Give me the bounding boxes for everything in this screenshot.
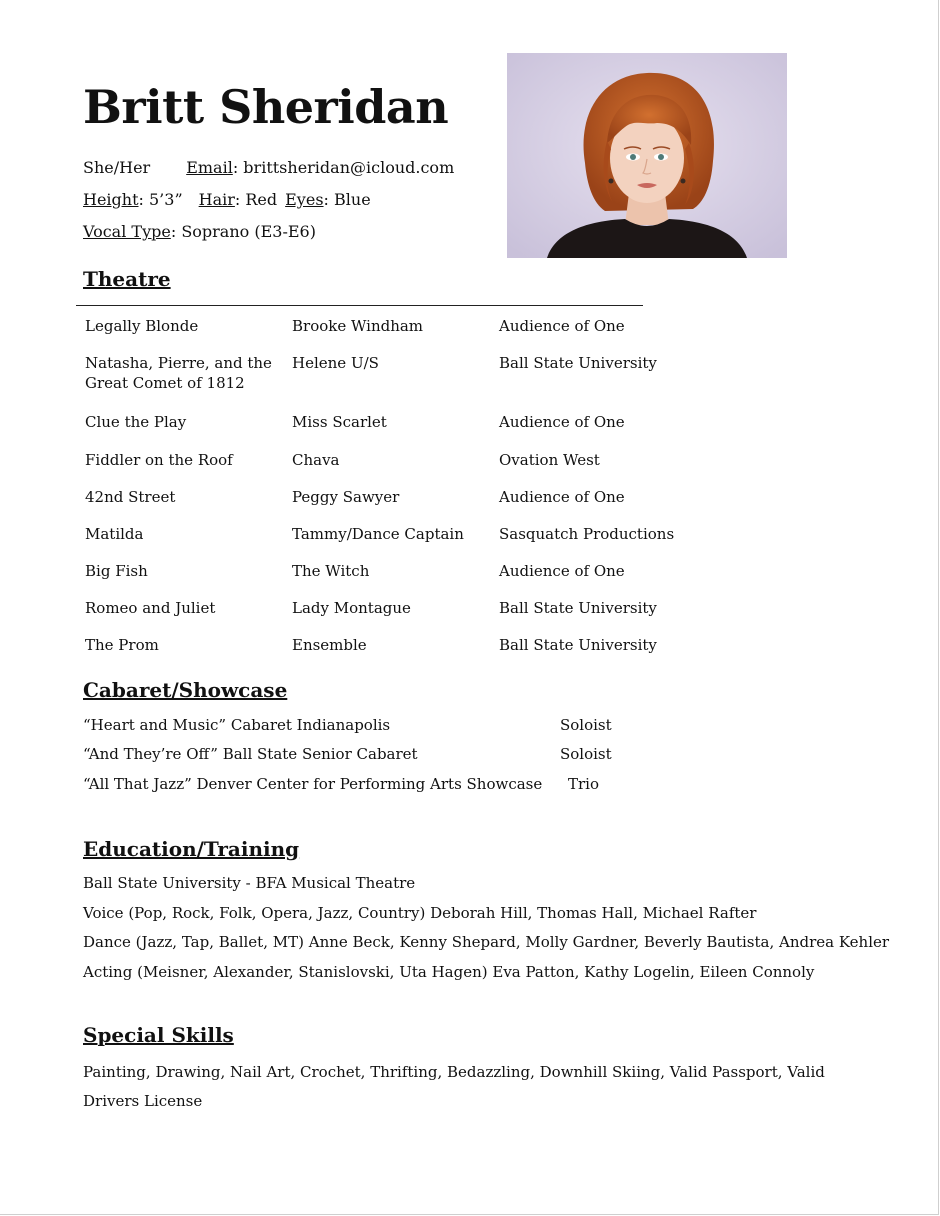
cabaret-role: Trio — [568, 775, 600, 793]
height-value: : 5’3” — [138, 190, 183, 209]
show-title: Matilda — [85, 525, 144, 543]
cabaret-role: Soloist — [560, 716, 612, 734]
role: Miss Scarlet — [292, 413, 387, 431]
pronouns: She/Her — [83, 158, 151, 177]
height-label: Height — [83, 190, 139, 209]
special-skills-text: Painting, Drawing, Nail Art, Crochet, Thrifting, Bedazzling, Downhill Skiing, Valid Passport, Valid Drivers License — [83, 1063, 825, 1110]
hair-value: : Red — [234, 190, 278, 209]
education-line: Acting (Meisner, Alexander, Stanislovski, Uta Hagen) Eva Patton, Kathy Logelin, Eileen Connoly — [83, 963, 815, 981]
company: Audience of One — [499, 488, 625, 506]
show-title: Natasha, Pierre, and the Great Comet of 1812 — [85, 354, 272, 392]
section-title-theatre: Theatre — [83, 267, 171, 291]
section-title-special-skills: Special Skills — [83, 1023, 234, 1047]
education-line: Ball State University - BFA Musical Theatre — [83, 874, 416, 892]
company: Audience of One — [499, 317, 625, 335]
role: Ensemble — [292, 636, 367, 654]
show-title: 42nd Street — [85, 488, 176, 506]
company: Audience of One — [499, 413, 625, 431]
list-item — [83, 775, 643, 793]
company: Ball State University — [499, 599, 657, 617]
theatre-divider — [76, 305, 643, 306]
headshot-photo — [507, 53, 787, 258]
role: Tammy/Dance Captain — [292, 525, 464, 543]
eyes-value: : Blue — [323, 190, 371, 209]
role: Brooke Windham — [292, 317, 424, 335]
contact-line-2 — [83, 190, 371, 209]
show-title: Romeo and Juliet — [85, 599, 216, 617]
hair-label: Hair — [198, 190, 235, 209]
cabaret-event: “And They’re Off” Ball State Senior Cabaret — [83, 745, 418, 763]
education-line: Dance (Jazz, Tap, Ballet, MT) Anne Beck, Kenny Shepard, Molly Gardner, Beverly Bautista, Andrea Kehler — [83, 933, 890, 951]
cabaret-event: “All That Jazz” Denver Center for Performing Arts Showcase — [83, 775, 543, 793]
company: Audience of One — [499, 562, 625, 580]
section-title-education: Education/Training — [83, 837, 300, 861]
show-title: The Prom — [85, 636, 159, 654]
email-value[interactable]: : brittsheridan@icloud.com — [232, 158, 455, 177]
company: Ball State University — [499, 636, 657, 654]
vocal-type-label: Vocal Type — [83, 222, 171, 241]
role: Lady Montague — [292, 599, 411, 617]
company: Ball State University — [499, 354, 657, 372]
email-label: Email — [186, 158, 233, 177]
list-item — [83, 745, 643, 763]
company: Sasquatch Productions — [499, 525, 675, 543]
eyes-label: Eyes — [285, 190, 324, 209]
role: Helene U/S — [292, 354, 379, 372]
contact-line-1 — [83, 158, 454, 177]
show-title: Fiddler on the Roof — [85, 451, 233, 469]
role: The Witch — [292, 562, 370, 580]
show-title: Clue the Play — [85, 413, 187, 431]
show-title: Big Fish — [85, 562, 148, 580]
section-title-cabaret: Cabaret/Showcase — [83, 678, 288, 702]
contact-line-3 — [83, 222, 316, 241]
show-title: Legally Blonde — [85, 317, 199, 335]
role: Chava — [292, 451, 340, 469]
vocal-type-value: : Soprano (E3-E6) — [170, 222, 316, 241]
role: Peggy Sawyer — [292, 488, 400, 506]
cabaret-event: “Heart and Music” Cabaret Indianapolis — [83, 716, 391, 734]
company: Ovation West — [499, 451, 600, 469]
list-item — [83, 716, 643, 734]
performer-name: Britt Sheridan — [83, 80, 449, 134]
education-line: Voice (Pop, Rock, Folk, Opera, Jazz, Country) Deborah Hill, Thomas Hall, Michael Rafter — [83, 904, 757, 922]
cabaret-role: Soloist — [560, 745, 612, 763]
